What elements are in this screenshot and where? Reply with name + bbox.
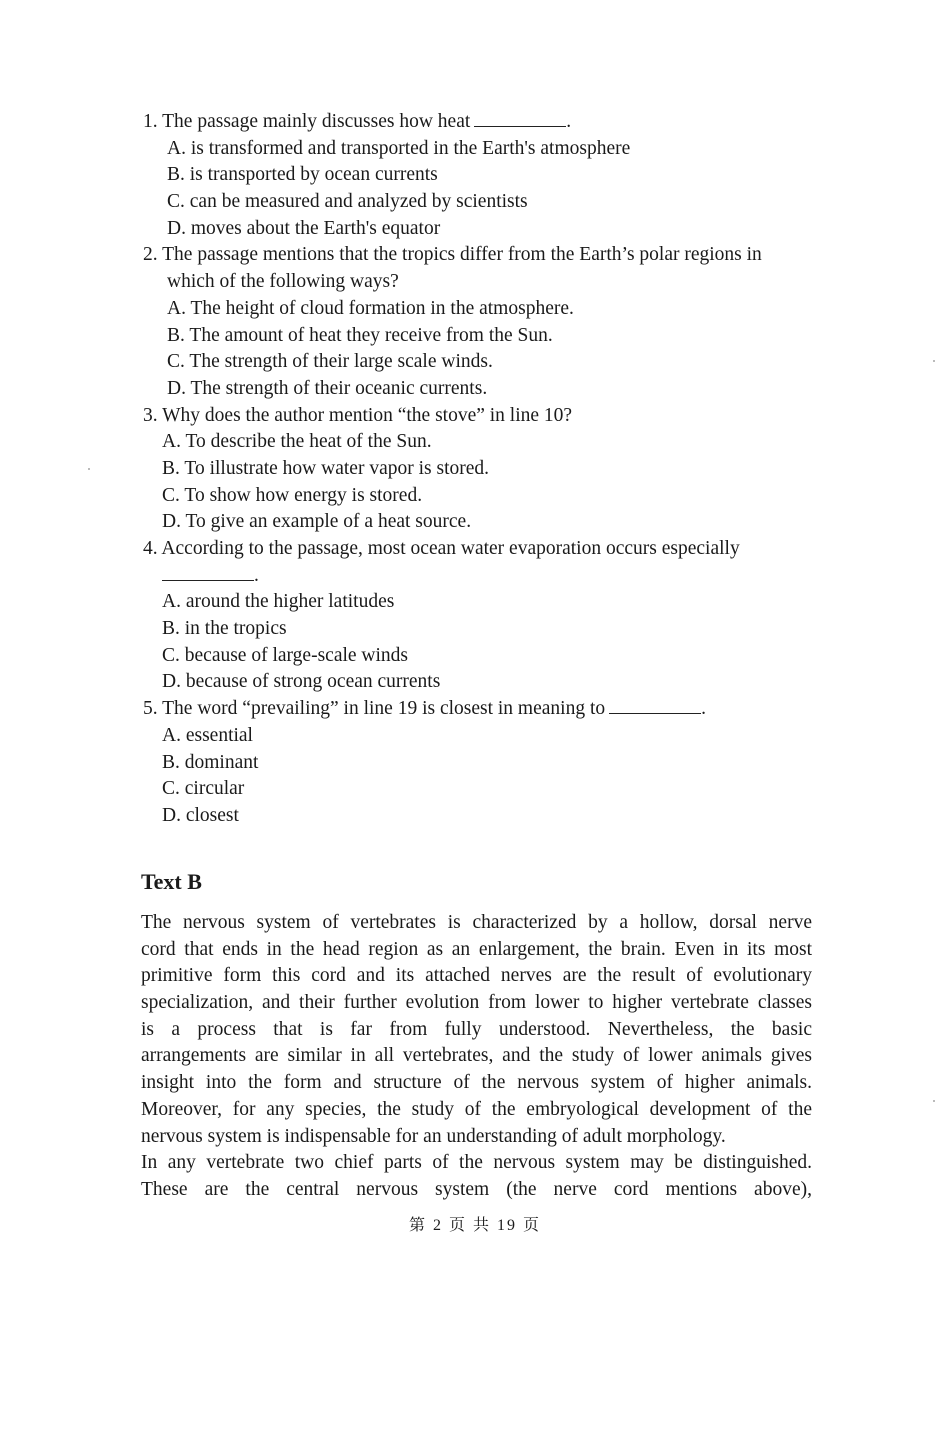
option: B. dominant bbox=[162, 751, 259, 773]
question-2-stem: 2. The passage mentions that the tropics differ from the Earth’s polar regions in bbox=[143, 244, 762, 266]
scan-speck bbox=[933, 1100, 935, 1102]
option: B. The amount of heat they receive from the Sun. bbox=[167, 324, 553, 346]
option: A. essential bbox=[162, 724, 253, 746]
question-5-stem: 5. The word “prevailing” in line 19 is closest in meaning to . bbox=[143, 698, 707, 720]
passage-line: In any vertebrate two chief parts of the nervous system may be distinguished. bbox=[141, 1152, 812, 1174]
option: B. To illustrate how water vapor is stored. bbox=[162, 457, 490, 479]
option: C. circular bbox=[162, 778, 245, 800]
passage-line: These are the central nervous system (the nerve cord mentions above), bbox=[141, 1178, 812, 1200]
option: C. The strength of their large scale winds. bbox=[167, 351, 493, 373]
option: A. around the higher latitudes bbox=[162, 591, 395, 613]
answer-blank bbox=[609, 696, 701, 714]
answer-blank bbox=[162, 563, 254, 581]
option: D. moves about the Earth's equator bbox=[167, 217, 441, 239]
passage-line: arrangements are similar in all vertebrates, and the study of lower animals gives bbox=[141, 1045, 812, 1067]
passage-line: primitive form this cord and its attached nerves are the result of evolutionary bbox=[141, 965, 812, 987]
option: A. To describe the heat of the Sun. bbox=[162, 431, 432, 453]
passage-line: specialization, and their further evolution from lower to higher vertebrate classes bbox=[141, 992, 812, 1014]
page-footer: 第 2 页 共 19 页 bbox=[408, 1217, 541, 1234]
question-1-stem: 1. The passage mainly discusses how heat . bbox=[143, 111, 572, 132]
passage-line: is a process that is far from fully understood. Nevertheless, the basic bbox=[141, 1018, 812, 1040]
passage-line: The nervous system of vertebrates is characterized by a hollow, dorsal nerve bbox=[141, 912, 812, 933]
stem-text: 5. The word “prevailing” in line 19 is closest in meaning to bbox=[143, 698, 606, 720]
scan-speck bbox=[933, 360, 935, 362]
passage-line: Moreover, for any species, the study of the embryological development of the bbox=[141, 1098, 812, 1120]
question-4-blank-line: . bbox=[143, 563, 823, 590]
question-4-stem: 4. According to the passage, most ocean water evaporation occurs especially bbox=[143, 538, 740, 559]
question-3-stem: 3. Why does the author mention “the stove” in line 10? bbox=[143, 404, 573, 426]
passage-line: cord that ends in the head region as an enlargement, the brain. Even in its most bbox=[141, 938, 812, 960]
question-2-stem-cont: which of the following ways? bbox=[167, 271, 399, 293]
stem-text: 1. The passage mainly discusses how heat bbox=[143, 111, 471, 132]
option: C. can be measured and analyzed by scientists bbox=[167, 191, 528, 213]
option: A. The height of cloud formation in the atmosphere. bbox=[167, 297, 574, 319]
passage-line: insight into the form and structure of the nervous system of higher animals. bbox=[141, 1072, 812, 1094]
option: C. because of large-scale winds bbox=[162, 644, 409, 666]
option: C. To show how energy is stored. bbox=[162, 484, 423, 506]
option: B. in the tropics bbox=[162, 618, 287, 640]
option: A. is transformed and transported in the Earth's atmosphere bbox=[167, 137, 631, 159]
option: D. To give an example of a heat source. bbox=[162, 511, 472, 533]
scan-speck bbox=[88, 468, 90, 470]
option: D. closest bbox=[162, 804, 239, 826]
passage-line: nervous system is indispensable for an understanding of adult morphology. bbox=[141, 1125, 726, 1147]
answer-blank bbox=[474, 109, 566, 127]
option: D. The strength of their oceanic currents. bbox=[167, 377, 488, 399]
section-heading: Text B bbox=[141, 869, 202, 894]
option: D. because of strong ocean currents bbox=[162, 671, 441, 693]
question-list bbox=[143, 109, 823, 830]
text-b-passage bbox=[141, 910, 812, 1204]
option: B. is transported by ocean currents bbox=[167, 164, 438, 186]
